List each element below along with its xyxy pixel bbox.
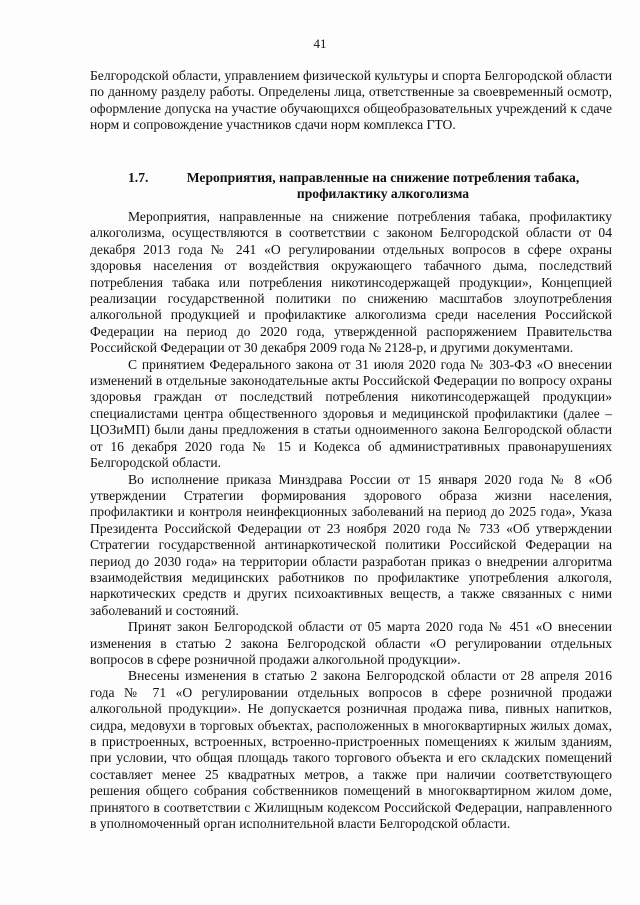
section-body bbox=[90, 209, 612, 832]
section-title: Мероприятия, направленные на снижение потребления табака, профилактику алкоголизма bbox=[186, 170, 580, 202]
intro-text-block bbox=[90, 68, 612, 134]
intro-paragraph: Белгородской области, управлением физической культуры и спорта Белгородской области по данному разделу работы. Определены лица, ответственные за своевременный осмотр, оформление допуска на участие обучающихся общеобразовательных учреждений к сдаче норм и сопровождение участников сдачи норм комплекса ГТО. bbox=[90, 68, 612, 133]
paragraph-order-minzdrav: Во исполнение приказа Минздрава России от 15 января 2020 года № 8 «Об утверждении Стратегии формирования здорового образа жизни населения, профилактики и контроля неинфекционных заболеваний на период до 2025 года», Указа Президента Российской Федерации от 23 ноября 2020 года № 733 «Об утверждении Стратегии государственной антинаркотической политики Российской Федерации на период до 2030 года» на территории области разработан приказ о внедрении алгоритма взаимодействия медицинских работников по профилактике употребления алкоголя, наркотических средств и других психоактивных веществ, а также связанных с ними заболеваний и состояний. bbox=[90, 471, 612, 618]
paragraph-law-451: Принят закон Белгородской области от 05 марта 2020 года № 451 «О внесении изменения в статью 2 закона Белгородской области «О регулировании отдельных вопросов в сфере розничной продажи алкогольной продукции». bbox=[90, 619, 612, 667]
section-heading bbox=[90, 170, 612, 203]
paragraph-law-71-amendments: Внесены изменения в статью 2 закона Белгородской области от 28 апреля 2016 года № 71 «О регулировании отдельных вопросов в сфере розничной продажи алкогольной продукции». Не допускается розничная продажа пива, пивных напитков, сидра, медовухи в торговых объектах, расположенных в многоквартирных жилых домах, в пристроенных, встроенных, встроенно-пристроенных помещениях к жилым зданиям, при условии, что общая площадь такого торгового объекта и его складских помещений составляет менее 25 квадратных метров, а также при наличии соответствующего решения общего собрания собственников помещений в многоквартирном жилом доме, принятого в соответствии с Жилищным кодексом Российской Федерации, направленного в уполномоченный орган исполнительной власти Белгородской области. bbox=[90, 668, 612, 832]
section-number: 1.7. bbox=[128, 170, 149, 185]
paragraph-federal-law-303: С принятием Федерального закона от 31 июля 2020 года № 303-ФЗ «О внесении изменений в отдельные законодательные акты Российской Федерации по вопросу охраны здоровья граждан от последствий потребления никотинсодержащей продукции» специалистами центра общественного здоровья и медицинской профилактики (далее – ЦОЗиМП) были даны предложения в статьи одноименного закона Белгородской области от 16 декабря 2020 года № 15 и Кодекса об административных правонарушениях Белгородской области. bbox=[90, 356, 612, 471]
paragraph-measures-overview: Мероприятия, направленные на снижение потребления табака, профилактику алкоголизма, осуществляются в соответствии с законом Белгородской области от 04 декабря 2013 года № 241 «О регулировании отдельных вопросов в сфере охраны здоровья населения от воздействия окружающего табачного дыма, последствий потребления табака или потребления никотинсодержащей продукции», Концепцией реализации государственной политики по снижению масштабов злоупотребления алкогольной продукцией и профилактике алкоголизма среди населения Российской Федерации на период до 2020 года, утвержденной распоряжением Правительства Российской Федерации от 30 декабря 2009 года № 2128-р, и другими документами. bbox=[90, 209, 612, 356]
page-number: 41 bbox=[313, 36, 327, 51]
